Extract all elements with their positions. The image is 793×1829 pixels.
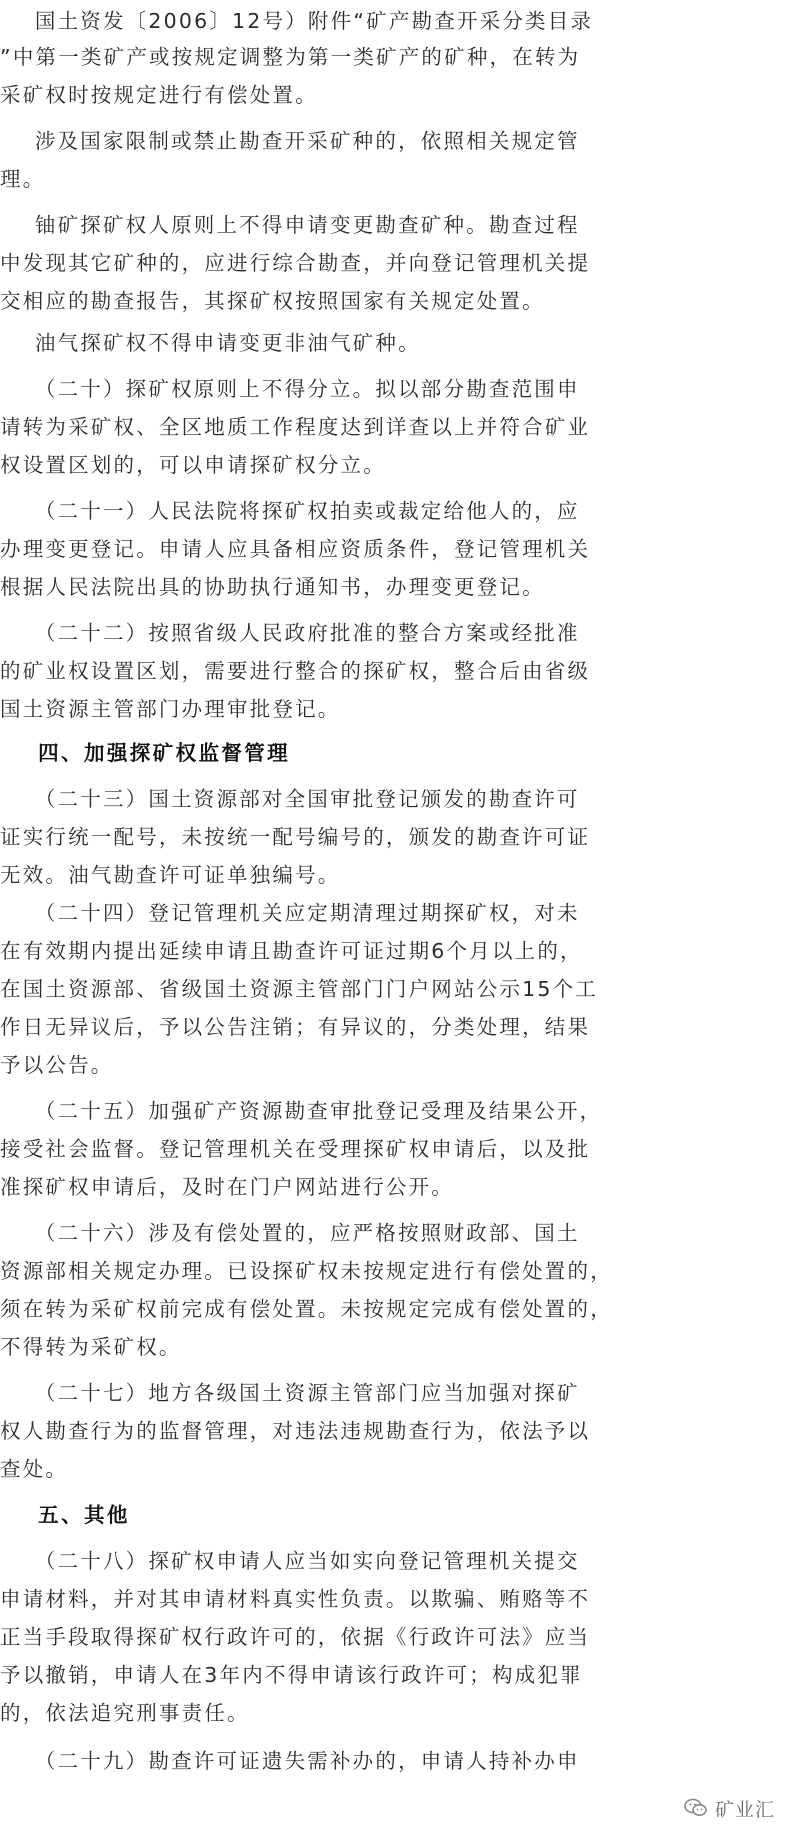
text-line: 查处。 <box>0 1457 69 1481</box>
text-line: 的矿业权设置区划，需要进行整合的探矿权，整合后由省级 <box>0 659 591 683</box>
text-line: 资源部相关规定办理。已设探矿权未按规定进行有偿处置的， <box>0 1259 613 1283</box>
text-line: （二十五）加强矿产资源勘查审批登记受理及结果公开， <box>0 1099 603 1123</box>
text-line: 申请材料，并对其申请材料真实性负责。以欺骗、贿赂等不 <box>0 1587 591 1611</box>
watermark-text: 矿业汇 <box>714 1798 775 1821</box>
text-line: （二十）探矿权原则上不得分立。拟以部分勘查范围申 <box>0 377 580 401</box>
text-line: 采矿权时按规定进行有偿处置。 <box>0 83 318 107</box>
text-line: 正当手段取得探矿权行政许可的，依据《行政许可法》应当 <box>0 1625 591 1649</box>
text-line: 无效。油气勘查许可证单独编号。 <box>0 863 341 887</box>
text-line: 准探矿权申请后，及时在门户网站进行公开。 <box>0 1175 454 1199</box>
text-line: 涉及国家限制或禁止勘查开采矿种的，依照相关规定管 <box>0 129 580 153</box>
text-line: 根据人民法院出具的协助执行通知书，办理变更登记。 <box>0 575 545 599</box>
text-line: （二十六）涉及有偿处置的，应严格按照财政部、国土 <box>0 1221 580 1245</box>
text-line: 铀矿探矿权人原则上不得申请变更勘查矿种。勘查过程 <box>0 213 580 237</box>
text-line: 权人勘查行为的监督管理，对违法违规勘查行为，依法予以 <box>0 1419 591 1443</box>
text-line: ”中第一类矿产或按规定调整为第一类矿产的矿种，在转为 <box>0 45 581 69</box>
text-line: 在有效期内提出延续申请且勘查许可证过期6个月以上的， <box>0 939 583 963</box>
text-line: 交相应的勘查报告，其探矿权按照国家有关规定处置。 <box>0 289 545 313</box>
text-line: 不得转为采矿权。 <box>0 1335 182 1359</box>
text-line: 接受社会监督。登记管理机关在受理探矿权申请后，以及批 <box>0 1137 591 1161</box>
section-heading: 五、其他 <box>0 1503 130 1527</box>
text-line: 理。 <box>0 167 46 191</box>
watermark <box>679 1794 779 1822</box>
text-line: 油气探矿权不得申请变更非油气矿种。 <box>0 331 421 355</box>
text-line: （二十八）探矿权申请人应当如实向登记管理机关提交 <box>0 1549 580 1573</box>
text-line: （二十四）登记管理机关应定期清理过期探矿权，对未 <box>0 901 580 925</box>
section-heading: 四、加强探矿权监督管理 <box>0 741 291 765</box>
text-line: 在国土资源部、省级国土资源主管部门门户网站公示15个工 <box>0 977 598 1001</box>
text-line: 权设置区划的，可以申请探矿权分立。 <box>0 453 386 477</box>
text-line: 须在转为采矿权前完成有偿处置。未按规定完成有偿处置的， <box>0 1297 613 1321</box>
text-line: 证实行统一配号，未按统一配号编号的，颁发的勘查许可证 <box>0 825 591 849</box>
text-line: 国土资源主管部门办理审批登记。 <box>0 697 341 721</box>
text-line: （二十三）国土资源部对全国审批登记颁发的勘查许可 <box>0 787 580 811</box>
text-line: （二十一）人民法院将探矿权拍卖或裁定给他人的，应 <box>0 499 580 523</box>
text-line: 作日无异议后，予以公告注销；有异议的，分类处理，结果 <box>0 1015 591 1039</box>
text-line: 办理变更登记。申请人应具备相应资质条件，登记管理机关 <box>0 537 591 561</box>
text-line: 请转为采矿权、全区地质工作程度达到详查以上并符合矿业 <box>0 415 591 439</box>
text-line: 国土资发〔2006〕12号）附件“矿产勘查开采分类目录 <box>0 9 594 33</box>
text-line: （二十九）勘查许可证遗失需补办的，申请人持补办申 <box>0 1749 580 1773</box>
text-line: （二十七）地方各级国土资源主管部门应当加强对探矿 <box>0 1381 580 1405</box>
text-line: 予以撤销，申请人在3年内不得申请该行政许可；构成犯罪 <box>0 1663 583 1687</box>
text-line: 的，依法追究刑事责任。 <box>0 1701 250 1725</box>
text-line: 中发现其它矿种的，应进行综合勘查，并向登记管理机关提 <box>0 251 591 275</box>
text-line: （二十二）按照省级人民政府批准的整合方案或经批准 <box>0 621 580 645</box>
wechat-icon <box>683 1795 709 1821</box>
text-line: 予以公告。 <box>0 1053 114 1077</box>
